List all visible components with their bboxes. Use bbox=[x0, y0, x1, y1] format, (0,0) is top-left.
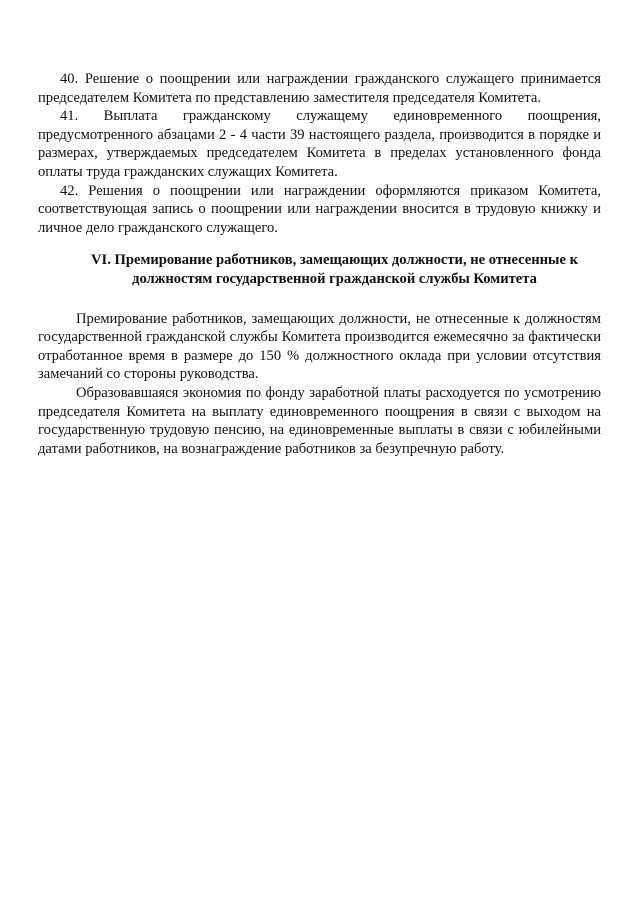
paragraph-41: 41. Выплата гражданскому служащему единовременного поощрения, предусмотренного абзацами 2 - 4 части 39 настоящего раздела, производится в порядке и размерах, утверждаемых председателем Комитета в пределах установленного фонда оплаты труда гражданских служащих Комитета. bbox=[38, 108, 601, 180]
paragraph-42: 42. Решения о поощрении или награждении оформляются приказом Комитета, соответствующая запись о поощрении или награждении вносится в трудовую книжку и личное дело гражданского служащего. bbox=[38, 182, 601, 236]
paragraphs-top bbox=[38, 70, 601, 237]
paragraph-savings: Образовавшаяся экономия по фонду заработной платы расходуется по усмотрению председателя Комитета на выплату единовременного поощрения в связи с выходом на государственную трудовую пенсию, на единовременные выплаты в связи с юбилейными датами работников, на вознаграждение работников за безупречную работу. bbox=[38, 384, 601, 457]
document-page bbox=[38, 70, 601, 458]
section-heading: VI. Премирование работников, замещающих должности, не отнесенные к должностям государственной гражданской службы Комитета bbox=[90, 252, 578, 287]
paragraphs-bottom bbox=[38, 310, 601, 459]
paragraph-40: 40. Решение о поощрении или награждении гражданского служащего принимается председателем Комитета по представлению заместителя председателя Комитета. bbox=[38, 71, 601, 106]
paragraph-bonus: Премирование работников, замещающих должности, не отнесенные к должностям государственной гражданской службы Комитета производится ежемесячно за фактически отработанное время в размере до 150 % должностного оклада при условии отсутствия замечаний со стороны руководства. bbox=[38, 310, 601, 383]
